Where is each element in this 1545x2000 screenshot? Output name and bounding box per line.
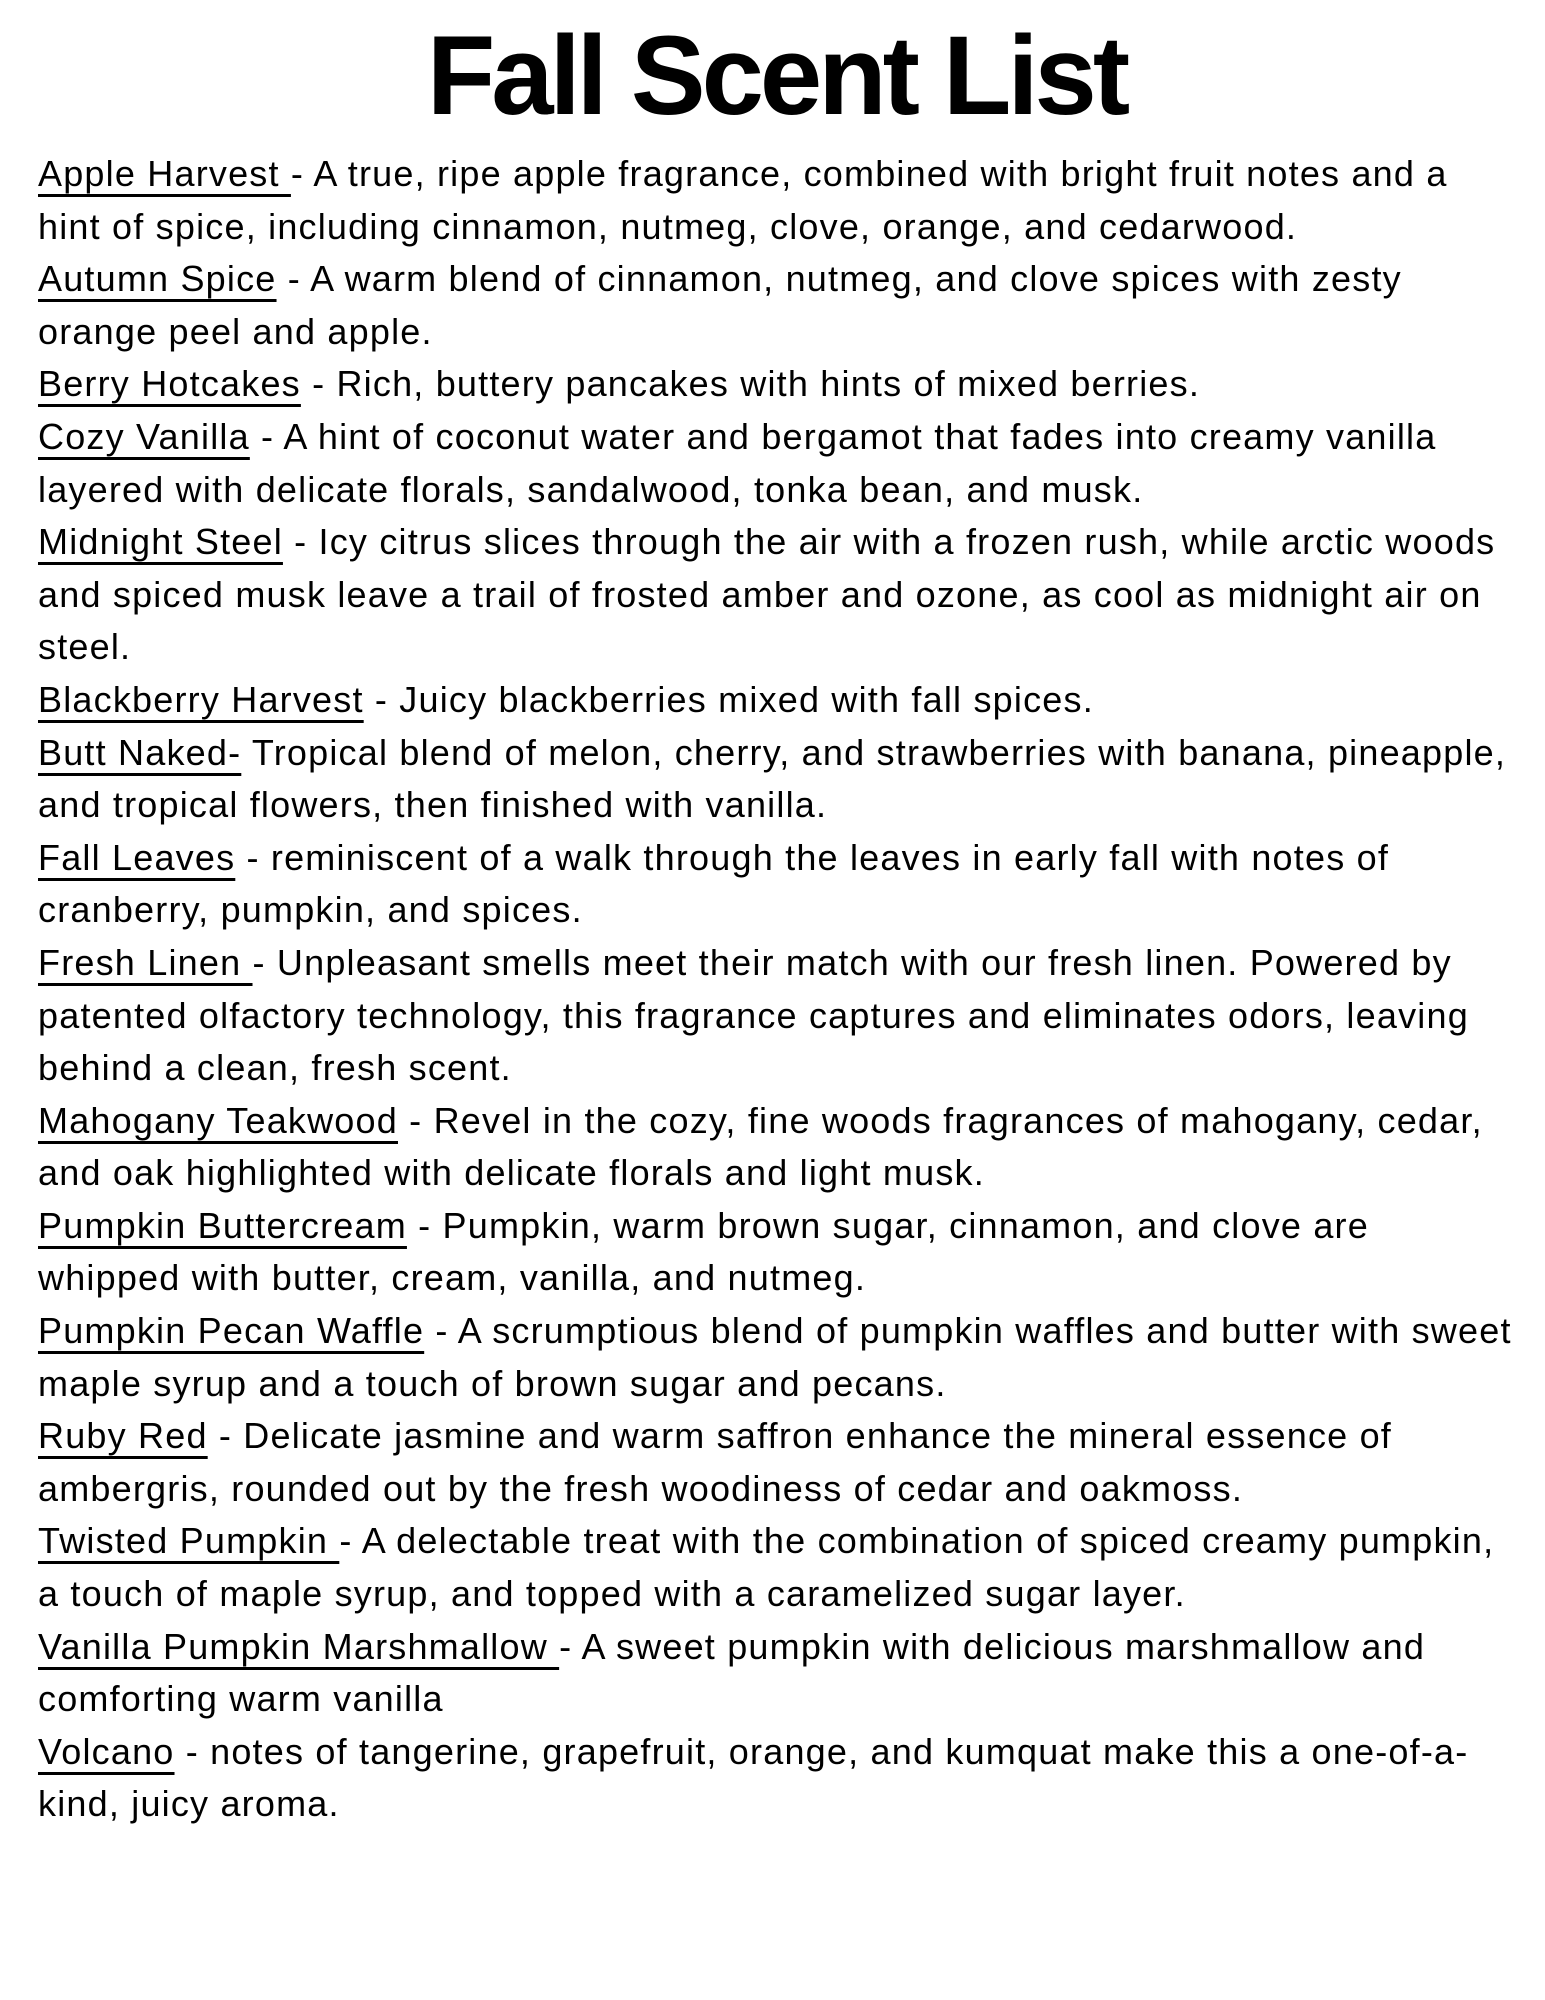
scent-entry — [38, 253, 1515, 358]
scent-name: Ruby Red — [38, 1415, 208, 1457]
page-title: Fall Scent List — [426, 13, 1127, 138]
scent-entry — [38, 411, 1515, 516]
scent-entry — [38, 1726, 1515, 1831]
scent-name: Twisted Pumpkin — [38, 1520, 340, 1562]
scent-entry — [38, 727, 1515, 832]
scent-list — [38, 148, 1515, 1831]
scent-entry — [38, 1515, 1515, 1620]
scent-name: Vanilla Pumpkin Marshmallow — [38, 1625, 560, 1667]
scent-description: - A sweet pumpkin with delicious marshmallow and comforting warm vanilla — [38, 1625, 1426, 1720]
scent-description: - Revel in the cozy, fine woods fragrances of mahogany, cedar, and oak highlighted with delicate florals and light musk. — [38, 1099, 1483, 1194]
scent-description: Tropical blend of melon, cherry, and strawberries with banana, pineapple, and tropical flowers, then finished with vanilla. — [38, 731, 1507, 826]
scent-name: Pumpkin Buttercream — [38, 1204, 407, 1246]
scent-entry — [38, 1305, 1515, 1410]
scent-description: - A scrumptious blend of pumpkin waffles and butter with sweet maple syrup and a touch of brown sugar and pecans. — [38, 1310, 1512, 1404]
scent-description: - A warm blend of cinnamon, nutmeg, and clove spices with zesty orange peel and apple. — [38, 258, 1402, 352]
scent-description: - A hint of coconut water and bergamot that fades into creamy vanilla layered with delicate florals, sandalwood, tonka bean, and musk. — [38, 415, 1437, 510]
scent-description: - A delectable treat with the combination of spiced creamy pumpkin, a touch of maple syrup, and topped with a caramelized sugar layer. — [38, 1520, 1495, 1615]
scent-name: Blackberry Harvest — [38, 678, 364, 720]
scent-entry — [38, 358, 1515, 411]
scent-name: Fall Leaves — [38, 836, 236, 878]
scent-name: Fresh Linen — [38, 941, 253, 983]
scent-entry — [38, 1410, 1515, 1515]
scent-name: Mahogany Teakwood — [38, 1099, 398, 1141]
scent-entry — [38, 1621, 1515, 1726]
scent-description: - Pumpkin, warm brown sugar, cinnamon, and clove are whipped with butter, cream, vanilla, and nutmeg. — [38, 1204, 1369, 1299]
scent-entry — [38, 937, 1515, 1095]
scent-description: - Unpleasant smells meet their match with our fresh linen. Powered by patented olfactory technology, this fragrance captures and eliminates odors, leaving behind a clean, fresh scent. — [38, 941, 1469, 1089]
scent-description: - Juicy blackberries mixed with fall spices. — [363, 678, 1094, 720]
scent-entry — [38, 148, 1515, 253]
scent-name: Midnight Steel — [38, 521, 283, 563]
scent-entry — [38, 1095, 1515, 1200]
scent-description: - Icy citrus slices through the air with a frozen rush, while arctic woods and spiced musk leave a trail of frosted amber and ozone, as cool as midnight air on steel. — [38, 521, 1496, 668]
scent-description: - A true, ripe apple fragrance, combined with bright fruit notes and a hint of spice, including cinnamon, nutmeg, clove, orange, and cedarwood. — [38, 153, 1448, 247]
scent-entry — [38, 1200, 1515, 1305]
scent-description: - notes of tangerine, grapefruit, orange, and kumquat make this a one-of-a-kind, juicy aroma. — [38, 1730, 1469, 1825]
scent-name: Volcano — [38, 1730, 175, 1772]
scent-name: Autumn Spice — [38, 258, 277, 300]
scent-description: - Delicate jasmine and warm saffron enhance the mineral essence of ambergris, rounded out by the fresh woodiness of cedar and oakmoss. — [38, 1415, 1392, 1509]
scent-description: - reminiscent of a walk through the leaves in early fall with notes of cranberry, pumpkin, and spices. — [38, 836, 1390, 931]
scent-name: Pumpkin Pecan Waffle — [38, 1310, 425, 1352]
scent-entry — [38, 832, 1515, 937]
scent-entry — [38, 516, 1515, 674]
scent-name: Berry Hotcakes — [38, 363, 301, 405]
scent-name: Butt Naked- — [38, 731, 242, 773]
scent-entry — [38, 674, 1515, 727]
scent-description: - Rich, buttery pancakes with hints of mixed berries. — [300, 363, 1201, 405]
scent-name: Apple Harvest — [38, 153, 291, 194]
scent-name: Cozy Vanilla — [38, 415, 250, 457]
